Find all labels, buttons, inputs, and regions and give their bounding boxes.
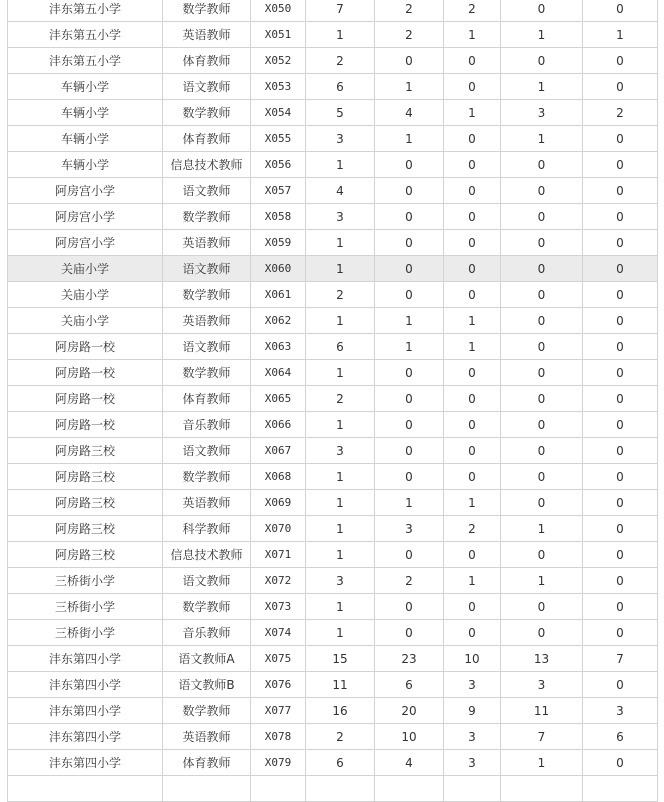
applicants-cell: 3 bbox=[375, 516, 444, 542]
position-cell: 科学教师 bbox=[163, 516, 251, 542]
position-code-cell: X069 bbox=[251, 490, 306, 516]
position-code-cell: X071 bbox=[251, 542, 306, 568]
pending-cell: 0 bbox=[583, 282, 658, 308]
school-cell: 阿房路三校 bbox=[8, 490, 163, 516]
approved-cell: 2 bbox=[444, 516, 501, 542]
position-code-cell: X053 bbox=[251, 74, 306, 100]
table-row bbox=[8, 464, 658, 490]
paid-cell: 0 bbox=[501, 334, 583, 360]
school-cell: 阿房路三校 bbox=[8, 542, 163, 568]
approved-cell: 1 bbox=[444, 22, 501, 48]
applicants-cell: 6 bbox=[375, 672, 444, 698]
table-row bbox=[8, 126, 658, 152]
pending-cell: 0 bbox=[583, 334, 658, 360]
recruitment-table-container bbox=[7, 0, 657, 802]
school-cell: 三桥街小学 bbox=[8, 594, 163, 620]
table-row bbox=[8, 48, 658, 74]
pending-cell: 0 bbox=[583, 0, 658, 22]
table-row bbox=[8, 776, 658, 802]
approved-cell: 0 bbox=[444, 360, 501, 386]
pending-cell: 0 bbox=[583, 48, 658, 74]
paid-cell: 0 bbox=[501, 48, 583, 74]
table-row bbox=[8, 698, 658, 724]
school-cell: 沣东第五小学 bbox=[8, 48, 163, 74]
paid-cell: 0 bbox=[501, 308, 583, 334]
paid-cell: 11 bbox=[501, 698, 583, 724]
paid-cell: 1 bbox=[501, 74, 583, 100]
openings-cell: 3 bbox=[306, 568, 375, 594]
applicants-cell: 0 bbox=[375, 282, 444, 308]
table-row bbox=[8, 620, 658, 646]
approved-cell: 1 bbox=[444, 568, 501, 594]
position-cell: 语文教师A bbox=[163, 646, 251, 672]
position-code-cell: X072 bbox=[251, 568, 306, 594]
pending-cell: 0 bbox=[583, 256, 658, 282]
paid-cell: 0 bbox=[501, 0, 583, 22]
position-code-cell: X065 bbox=[251, 386, 306, 412]
pending-cell: 0 bbox=[583, 464, 658, 490]
position-code-cell: X068 bbox=[251, 464, 306, 490]
pending-cell: 0 bbox=[583, 620, 658, 646]
pending-cell: 0 bbox=[583, 74, 658, 100]
school-cell: 阿房路三校 bbox=[8, 464, 163, 490]
approved-cell: 0 bbox=[444, 126, 501, 152]
approved-cell: 0 bbox=[444, 386, 501, 412]
position-cell: 数学教师 bbox=[163, 100, 251, 126]
openings-cell: 1 bbox=[306, 308, 375, 334]
applicants-cell: 2 bbox=[375, 0, 444, 22]
approved-cell: 1 bbox=[444, 334, 501, 360]
applicants-cell: 10 bbox=[375, 724, 444, 750]
applicants-cell: 2 bbox=[375, 568, 444, 594]
table-row bbox=[8, 386, 658, 412]
paid-cell: 0 bbox=[501, 386, 583, 412]
pending-cell: 0 bbox=[583, 386, 658, 412]
pending-cell: 0 bbox=[583, 672, 658, 698]
position-cell: 语文教师 bbox=[163, 568, 251, 594]
position-cell: 数学教师 bbox=[163, 0, 251, 22]
school-cell: 阿房路三校 bbox=[8, 438, 163, 464]
paid-cell: 13 bbox=[501, 646, 583, 672]
school-cell: 关庙小学 bbox=[8, 282, 163, 308]
position-cell: 数学教师 bbox=[163, 204, 251, 230]
approved-cell: 0 bbox=[444, 620, 501, 646]
position-code-cell: X073 bbox=[251, 594, 306, 620]
school-cell: 三桥街小学 bbox=[8, 620, 163, 646]
approved-cell: 0 bbox=[444, 48, 501, 74]
position-code-cell: X079 bbox=[251, 750, 306, 776]
openings-cell: 1 bbox=[306, 230, 375, 256]
position-cell: 体育教师 bbox=[163, 750, 251, 776]
openings-cell: 1 bbox=[306, 256, 375, 282]
pending-cell: 3 bbox=[583, 698, 658, 724]
position-code-cell: X057 bbox=[251, 178, 306, 204]
pending-cell: 0 bbox=[583, 412, 658, 438]
openings-cell: 1 bbox=[306, 542, 375, 568]
position-cell: 英语教师 bbox=[163, 22, 251, 48]
table-row bbox=[8, 490, 658, 516]
position-code-cell: X056 bbox=[251, 152, 306, 178]
table-row bbox=[8, 282, 658, 308]
approved-cell: 2 bbox=[444, 0, 501, 22]
table-row bbox=[8, 308, 658, 334]
openings-cell: 6 bbox=[306, 750, 375, 776]
position-code-cell: X054 bbox=[251, 100, 306, 126]
position-code-cell: X055 bbox=[251, 126, 306, 152]
position-cell: 英语教师 bbox=[163, 724, 251, 750]
openings-cell: 6 bbox=[306, 334, 375, 360]
pending-cell: 0 bbox=[583, 438, 658, 464]
openings-cell: 5 bbox=[306, 100, 375, 126]
paid-cell: 0 bbox=[501, 204, 583, 230]
school-cell: 沣东第四小学 bbox=[8, 724, 163, 750]
openings-cell: 7 bbox=[306, 0, 375, 22]
paid-cell: 1 bbox=[501, 516, 583, 542]
openings-cell: 11 bbox=[306, 672, 375, 698]
pending-cell: 7 bbox=[583, 646, 658, 672]
applicants-cell bbox=[375, 776, 444, 802]
approved-cell: 10 bbox=[444, 646, 501, 672]
paid-cell: 0 bbox=[501, 620, 583, 646]
recruitment-table bbox=[7, 0, 658, 802]
openings-cell: 2 bbox=[306, 282, 375, 308]
applicants-cell: 0 bbox=[375, 386, 444, 412]
approved-cell: 3 bbox=[444, 724, 501, 750]
position-cell: 数学教师 bbox=[163, 360, 251, 386]
applicants-cell: 2 bbox=[375, 22, 444, 48]
table-row bbox=[8, 672, 658, 698]
table-row bbox=[8, 230, 658, 256]
school-cell: 阿房路一校 bbox=[8, 334, 163, 360]
position-cell: 语文教师 bbox=[163, 74, 251, 100]
position-cell: 信息技术教师 bbox=[163, 152, 251, 178]
applicants-cell: 0 bbox=[375, 464, 444, 490]
applicants-cell: 1 bbox=[375, 308, 444, 334]
paid-cell: 0 bbox=[501, 438, 583, 464]
school-cell: 沣东第五小学 bbox=[8, 0, 163, 22]
paid-cell bbox=[501, 776, 583, 802]
table-row bbox=[8, 568, 658, 594]
applicants-cell: 0 bbox=[375, 438, 444, 464]
position-cell: 音乐教师 bbox=[163, 412, 251, 438]
openings-cell: 16 bbox=[306, 698, 375, 724]
position-code-cell: X063 bbox=[251, 334, 306, 360]
approved-cell: 1 bbox=[444, 100, 501, 126]
applicants-cell: 20 bbox=[375, 698, 444, 724]
approved-cell: 3 bbox=[444, 672, 501, 698]
table-row bbox=[8, 516, 658, 542]
paid-cell: 3 bbox=[501, 672, 583, 698]
table-row bbox=[8, 0, 658, 22]
position-cell: 语文教师 bbox=[163, 256, 251, 282]
pending-cell: 0 bbox=[583, 308, 658, 334]
position-code-cell: X074 bbox=[251, 620, 306, 646]
approved-cell: 0 bbox=[444, 282, 501, 308]
applicants-cell: 23 bbox=[375, 646, 444, 672]
applicants-cell: 4 bbox=[375, 100, 444, 126]
paid-cell: 1 bbox=[501, 126, 583, 152]
position-code-cell: X050 bbox=[251, 0, 306, 22]
school-cell: 车辆小学 bbox=[8, 100, 163, 126]
approved-cell: 9 bbox=[444, 698, 501, 724]
approved-cell: 0 bbox=[444, 438, 501, 464]
openings-cell: 1 bbox=[306, 490, 375, 516]
applicants-cell: 0 bbox=[375, 152, 444, 178]
applicants-cell: 1 bbox=[375, 126, 444, 152]
openings-cell bbox=[306, 776, 375, 802]
table-row bbox=[8, 750, 658, 776]
openings-cell: 1 bbox=[306, 516, 375, 542]
school-cell: 三桥街小学 bbox=[8, 568, 163, 594]
applicants-cell: 0 bbox=[375, 594, 444, 620]
table-row bbox=[8, 178, 658, 204]
table-row bbox=[8, 542, 658, 568]
approved-cell: 0 bbox=[444, 74, 501, 100]
position-code-cell: X066 bbox=[251, 412, 306, 438]
paid-cell: 0 bbox=[501, 230, 583, 256]
openings-cell: 1 bbox=[306, 412, 375, 438]
pending-cell: 0 bbox=[583, 568, 658, 594]
table-row bbox=[8, 100, 658, 126]
openings-cell: 3 bbox=[306, 438, 375, 464]
pending-cell: 0 bbox=[583, 750, 658, 776]
table-row bbox=[8, 256, 658, 282]
school-cell: 阿房宫小学 bbox=[8, 178, 163, 204]
approved-cell: 0 bbox=[444, 256, 501, 282]
pending-cell: 1 bbox=[583, 22, 658, 48]
table-row bbox=[8, 646, 658, 672]
position-code-cell bbox=[251, 776, 306, 802]
paid-cell: 0 bbox=[501, 152, 583, 178]
position-cell: 数学教师 bbox=[163, 594, 251, 620]
openings-cell: 2 bbox=[306, 48, 375, 74]
position-code-cell: X052 bbox=[251, 48, 306, 74]
paid-cell: 3 bbox=[501, 100, 583, 126]
school-cell: 阿房路三校 bbox=[8, 516, 163, 542]
openings-cell: 3 bbox=[306, 204, 375, 230]
school-cell: 关庙小学 bbox=[8, 308, 163, 334]
position-cell: 数学教师 bbox=[163, 282, 251, 308]
paid-cell: 0 bbox=[501, 594, 583, 620]
openings-cell: 1 bbox=[306, 464, 375, 490]
approved-cell: 0 bbox=[444, 542, 501, 568]
position-code-cell: X075 bbox=[251, 646, 306, 672]
school-cell: 阿房路一校 bbox=[8, 360, 163, 386]
position-cell: 数学教师 bbox=[163, 464, 251, 490]
pending-cell: 0 bbox=[583, 126, 658, 152]
pending-cell: 0 bbox=[583, 542, 658, 568]
position-cell: 信息技术教师 bbox=[163, 542, 251, 568]
table-row bbox=[8, 22, 658, 48]
paid-cell: 0 bbox=[501, 412, 583, 438]
approved-cell: 0 bbox=[444, 178, 501, 204]
approved-cell: 0 bbox=[444, 412, 501, 438]
openings-cell: 15 bbox=[306, 646, 375, 672]
pending-cell: 0 bbox=[583, 360, 658, 386]
position-cell: 英语教师 bbox=[163, 490, 251, 516]
openings-cell: 1 bbox=[306, 152, 375, 178]
table-row bbox=[8, 724, 658, 750]
position-cell: 体育教师 bbox=[163, 386, 251, 412]
approved-cell: 1 bbox=[444, 490, 501, 516]
approved-cell: 0 bbox=[444, 230, 501, 256]
approved-cell: 1 bbox=[444, 308, 501, 334]
position-cell: 语文教师 bbox=[163, 178, 251, 204]
approved-cell: 3 bbox=[444, 750, 501, 776]
position-cell: 音乐教师 bbox=[163, 620, 251, 646]
school-cell: 车辆小学 bbox=[8, 74, 163, 100]
paid-cell: 0 bbox=[501, 256, 583, 282]
pending-cell: 0 bbox=[583, 230, 658, 256]
applicants-cell: 0 bbox=[375, 230, 444, 256]
paid-cell: 0 bbox=[501, 360, 583, 386]
school-cell: 关庙小学 bbox=[8, 256, 163, 282]
table-row bbox=[8, 360, 658, 386]
table-row bbox=[8, 594, 658, 620]
paid-cell: 1 bbox=[501, 22, 583, 48]
position-code-cell: X064 bbox=[251, 360, 306, 386]
pending-cell bbox=[583, 776, 658, 802]
paid-cell: 7 bbox=[501, 724, 583, 750]
paid-cell: 0 bbox=[501, 464, 583, 490]
school-cell: 阿房宫小学 bbox=[8, 204, 163, 230]
position-cell: 数学教师 bbox=[163, 698, 251, 724]
openings-cell: 2 bbox=[306, 386, 375, 412]
position-code-cell: X060 bbox=[251, 256, 306, 282]
table-body bbox=[8, 0, 658, 802]
applicants-cell: 0 bbox=[375, 620, 444, 646]
pending-cell: 2 bbox=[583, 100, 658, 126]
position-cell: 体育教师 bbox=[163, 48, 251, 74]
position-cell: 英语教师 bbox=[163, 308, 251, 334]
position-cell: 英语教师 bbox=[163, 230, 251, 256]
table-row bbox=[8, 74, 658, 100]
applicants-cell: 0 bbox=[375, 256, 444, 282]
school-cell: 沣东第四小学 bbox=[8, 698, 163, 724]
position-cell: 体育教师 bbox=[163, 126, 251, 152]
openings-cell: 4 bbox=[306, 178, 375, 204]
table-row bbox=[8, 438, 658, 464]
applicants-cell: 0 bbox=[375, 48, 444, 74]
paid-cell: 0 bbox=[501, 178, 583, 204]
position-cell bbox=[163, 776, 251, 802]
school-cell: 车辆小学 bbox=[8, 152, 163, 178]
applicants-cell: 1 bbox=[375, 334, 444, 360]
pending-cell: 0 bbox=[583, 490, 658, 516]
school-cell: 沣东第五小学 bbox=[8, 22, 163, 48]
table-row bbox=[8, 204, 658, 230]
school-cell: 车辆小学 bbox=[8, 126, 163, 152]
openings-cell: 1 bbox=[306, 620, 375, 646]
position-code-cell: X077 bbox=[251, 698, 306, 724]
pending-cell: 0 bbox=[583, 178, 658, 204]
approved-cell bbox=[444, 776, 501, 802]
openings-cell: 3 bbox=[306, 126, 375, 152]
position-code-cell: X059 bbox=[251, 230, 306, 256]
position-code-cell: X058 bbox=[251, 204, 306, 230]
position-code-cell: X070 bbox=[251, 516, 306, 542]
pending-cell: 0 bbox=[583, 152, 658, 178]
approved-cell: 0 bbox=[444, 152, 501, 178]
school-cell: 沣东第四小学 bbox=[8, 646, 163, 672]
position-cell: 语文教师B bbox=[163, 672, 251, 698]
table-row bbox=[8, 412, 658, 438]
paid-cell: 0 bbox=[501, 282, 583, 308]
paid-cell: 1 bbox=[501, 568, 583, 594]
applicants-cell: 1 bbox=[375, 74, 444, 100]
applicants-cell: 0 bbox=[375, 178, 444, 204]
applicants-cell: 0 bbox=[375, 204, 444, 230]
pending-cell: 0 bbox=[583, 204, 658, 230]
approved-cell: 0 bbox=[444, 464, 501, 490]
pending-cell: 0 bbox=[583, 594, 658, 620]
school-cell bbox=[8, 776, 163, 802]
position-cell: 语文教师 bbox=[163, 334, 251, 360]
school-cell: 阿房宫小学 bbox=[8, 230, 163, 256]
paid-cell: 0 bbox=[501, 490, 583, 516]
pending-cell: 6 bbox=[583, 724, 658, 750]
position-cell: 语文教师 bbox=[163, 438, 251, 464]
applicants-cell: 0 bbox=[375, 542, 444, 568]
openings-cell: 1 bbox=[306, 360, 375, 386]
openings-cell: 6 bbox=[306, 74, 375, 100]
school-cell: 阿房路一校 bbox=[8, 412, 163, 438]
approved-cell: 0 bbox=[444, 594, 501, 620]
position-code-cell: X051 bbox=[251, 22, 306, 48]
position-code-cell: X067 bbox=[251, 438, 306, 464]
pending-cell: 0 bbox=[583, 516, 658, 542]
position-code-cell: X061 bbox=[251, 282, 306, 308]
school-cell: 沣东第四小学 bbox=[8, 750, 163, 776]
applicants-cell: 1 bbox=[375, 490, 444, 516]
applicants-cell: 4 bbox=[375, 750, 444, 776]
school-cell: 阿房路一校 bbox=[8, 386, 163, 412]
openings-cell: 2 bbox=[306, 724, 375, 750]
table-row bbox=[8, 152, 658, 178]
school-cell: 沣东第四小学 bbox=[8, 672, 163, 698]
openings-cell: 1 bbox=[306, 22, 375, 48]
position-code-cell: X062 bbox=[251, 308, 306, 334]
approved-cell: 0 bbox=[444, 204, 501, 230]
openings-cell: 1 bbox=[306, 594, 375, 620]
applicants-cell: 0 bbox=[375, 412, 444, 438]
position-code-cell: X078 bbox=[251, 724, 306, 750]
applicants-cell: 0 bbox=[375, 360, 444, 386]
paid-cell: 1 bbox=[501, 750, 583, 776]
table-row bbox=[8, 334, 658, 360]
position-code-cell: X076 bbox=[251, 672, 306, 698]
paid-cell: 0 bbox=[501, 542, 583, 568]
